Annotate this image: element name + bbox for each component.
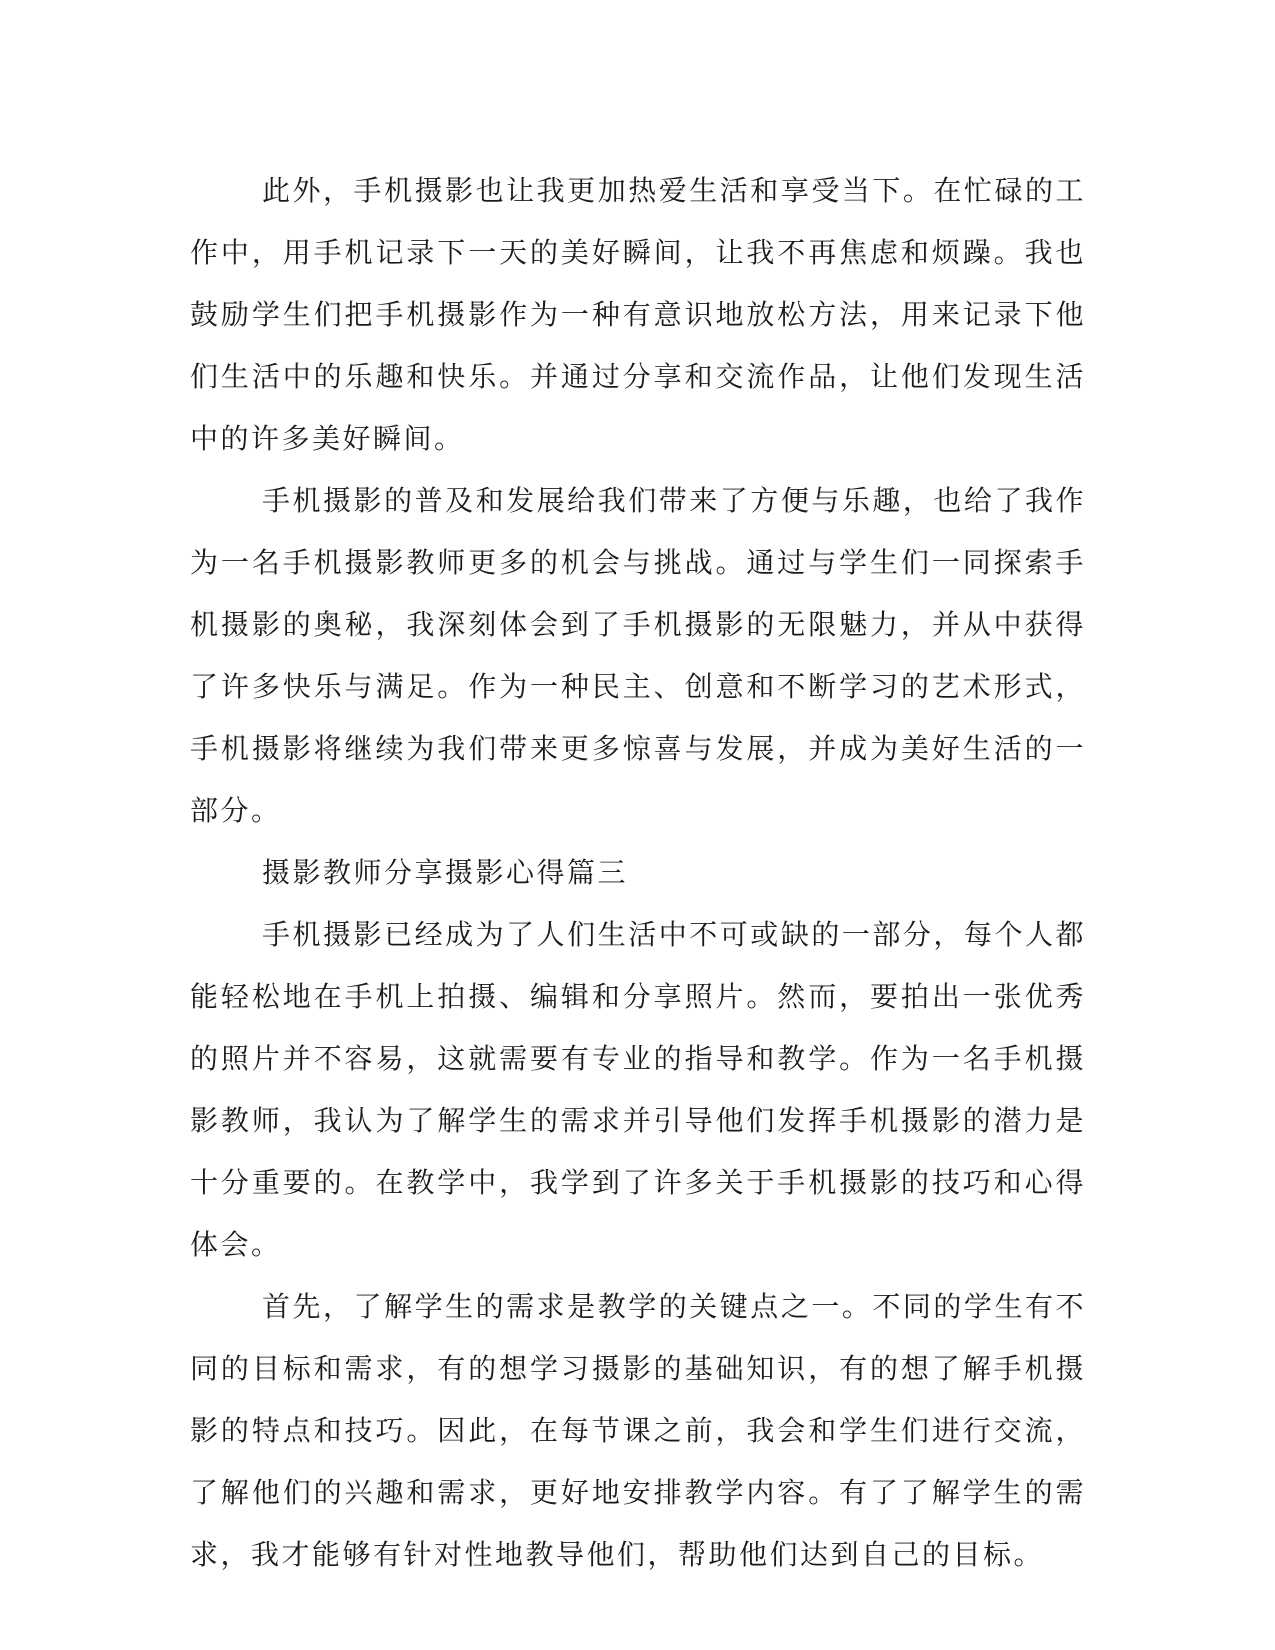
paragraph-1: 此外，手机摄影也让我更加热爱生活和享受当下。在忙碌的工作中，用手机记录下一天的美好瞬间，让我不再焦虑和烦躁。我也鼓励学生们把手机摄影作为一种有意识地放松方法，用来记录下他们生活中的乐趣和快乐。并通过分享和交流作品，让他们发现生活中的许多美好瞬间。 (190, 174, 1086, 455)
section-heading: 摄影教师分享摄影心得篇三 (262, 856, 629, 889)
document-body (190, 160, 1086, 1586)
paragraph-4: 首先，了解学生的需求是教学的关键点之一。不同的学生有不同的目标和需求，有的想学习摄影的基础知识，有的想了解手机摄影的特点和技巧。因此，在每节课之前，我会和学生们进行交流，了解他们的兴趣和需求，更好地安排教学内容。有了了解学生的需求，我才能够有针对性地教导他们，帮助他们达到自己的目标。 (190, 1290, 1086, 1571)
paragraph-2: 手机摄影的普及和发展给我们带来了方便与乐趣，也给了我作为一名手机摄影教师更多的机会与挑战。通过与学生们一同探索手机摄影的奥秘，我深刻体会到了手机摄影的无限魅力，并从中获得了许多快乐与满足。作为一种民主、创意和不断学习的艺术形式，手机摄影将继续为我们带来更多惊喜与发展，并成为美好生活的一部分。 (190, 484, 1086, 827)
paragraph-3: 手机摄影已经成为了人们生活中不可或缺的一部分，每个人都能轻松地在手机上拍摄、编辑和分享照片。然而，要拍出一张优秀的照片并不容易，这就需要有专业的指导和教学。作为一名手机摄影教师，我认为了解学生的需求并引导他们发挥手机摄影的潜力是十分重要的。在教学中，我学到了许多关于手机摄影的技巧和心得体会。 (190, 918, 1086, 1261)
